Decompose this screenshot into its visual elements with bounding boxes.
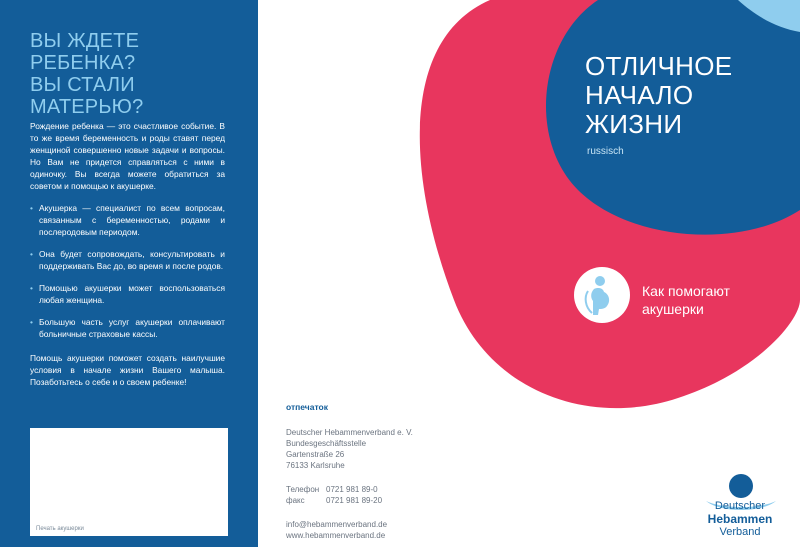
info-heading-line-2: ВЫ СТАЛИ МАТЕРЬЮ? xyxy=(30,74,144,118)
bullet-icon: • xyxy=(30,283,33,293)
list-item-text: Помощью акушерки может воспользоваться любая женщина. xyxy=(39,283,225,305)
benefit-list xyxy=(30,202,225,350)
city: 76133 Karlsruhe xyxy=(286,461,345,470)
office-name: Bundesgeschäftsstelle xyxy=(286,439,367,448)
contact-block xyxy=(286,519,466,541)
logo-line-1: Deutscher xyxy=(714,500,766,512)
address-block xyxy=(286,427,466,471)
cover-subtitle-line-1: Как помогают xyxy=(642,283,730,299)
cover-title-line-2: НАЧАЛО xyxy=(585,80,694,110)
email-link[interactable]: info@hebammenverband.de xyxy=(286,520,388,529)
list-item xyxy=(30,248,225,272)
intro-paragraph: Рождение ребенка — это счастливое событие. В то же время беременность и роды ставят перед женщиной совершенно новые задачи и вопросы. Но Вам не придется справляться с ними в одиночку. Вы всегда можете обратиться за советом и помощью к акушерке. xyxy=(30,121,225,191)
cover-subtitle-line-2: акушерки xyxy=(642,301,704,317)
fax-row xyxy=(286,495,466,506)
list-item-text: Она будет сопровождать, консультировать и поддерживать Вас до, во время и после родов. xyxy=(39,249,225,271)
org-name: Deutscher Hebammenverband e. V. xyxy=(286,428,413,437)
info-heading xyxy=(30,30,250,118)
fax-number: 0721 981 89-20 xyxy=(326,496,383,505)
cover-subtitle xyxy=(642,282,782,318)
bullet-icon: • xyxy=(30,203,33,213)
cover-title-line-1: ОТЛИЧНОЕ xyxy=(585,51,733,81)
info-panel xyxy=(0,0,258,547)
fax-label: факс xyxy=(286,496,305,505)
midwife-stamp-box xyxy=(30,428,228,536)
list-item-text: Акушерка — специалист по всем вопросам, связанным с беременностью, родами и послеродовым периодом. xyxy=(39,203,225,237)
list-item xyxy=(30,282,225,306)
impressum-title: отпечаток xyxy=(286,402,328,412)
list-item-text: Большую часть услуг акушерки оплачивают больничные страховые кассы. xyxy=(39,317,225,339)
bullet-icon: • xyxy=(30,317,33,327)
logo-line-3: Verband xyxy=(719,526,761,538)
website-link[interactable]: www.hebammenverband.de xyxy=(286,531,386,540)
street: Gartenstraße 26 xyxy=(286,450,345,459)
logo-line-2: Hebammen xyxy=(707,512,773,526)
bullet-icon: • xyxy=(30,249,33,259)
info-heading-line-1: ВЫ ЖДЕТЕ РЕБЕНКА? xyxy=(30,30,140,74)
phone-number: 0721 981 89-0 xyxy=(326,485,378,494)
phone-row xyxy=(286,484,466,495)
impressum xyxy=(286,402,466,554)
stamp-label: Печать акушерки xyxy=(36,526,84,532)
phone-label: Телефон xyxy=(286,485,320,494)
outro-paragraph: Помощь акушерки поможет создать наилучшие условия в начале жизни Вашего малыша. Позаботьтесь о себе и о своем ребенке! xyxy=(30,353,225,387)
pregnant-woman-icon xyxy=(574,267,630,323)
logo-wordmark xyxy=(690,500,790,539)
list-item xyxy=(30,316,225,340)
cover-title-line-3: ЖИЗНИ xyxy=(585,109,683,139)
list-item xyxy=(30,202,225,238)
language-label: russisch xyxy=(587,146,624,157)
cover-title xyxy=(585,52,765,139)
phone-block xyxy=(286,484,466,506)
